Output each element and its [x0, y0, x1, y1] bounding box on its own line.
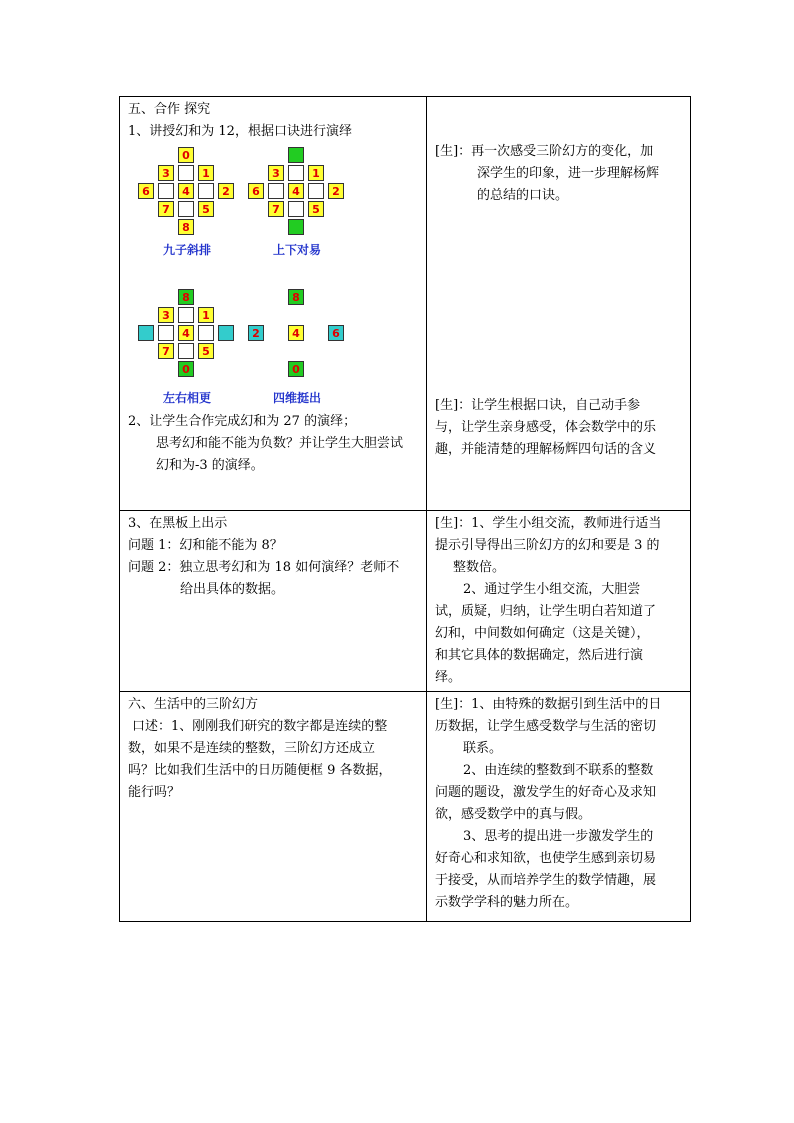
- question-text: 给出具体的数据。: [180, 582, 285, 597]
- oral-text: 能行吗？: [128, 785, 181, 800]
- comment-text: 联系。: [463, 741, 503, 756]
- square-cell: 1: [308, 165, 324, 181]
- comment-text: [生]：1、学生小组交流，教师进行适当: [435, 516, 662, 531]
- comment-text: 幻和，中间数如何确定（这是关键），: [435, 626, 650, 641]
- square-cell: 6: [138, 183, 154, 199]
- comment-text: 和其它具体的数据确定，然后进行演: [435, 648, 644, 663]
- square-cell: [308, 183, 324, 199]
- square-cell: 5: [198, 201, 214, 217]
- square-cell: [198, 183, 214, 199]
- comment-text: 好奇心和求知欲，也使学生感到亲切易: [435, 851, 657, 866]
- row3-left-cell: [120, 692, 427, 922]
- item-text: 幻和为-3 的演绎。: [156, 458, 264, 473]
- comment-text: 问题的题设，激发学生的好奇心及求知: [435, 785, 657, 800]
- comment-text: 历数据，让学生感受数学与生活的密切: [435, 719, 657, 734]
- square-cell: 7: [158, 201, 174, 217]
- figure-caption: 左右相更: [162, 391, 211, 405]
- square-cell: [288, 201, 304, 217]
- row1-left-cell: [120, 97, 427, 511]
- row3-right-cell: [427, 692, 691, 922]
- comment-text: 试，质疑，归纳，让学生明白若知道了: [435, 604, 657, 619]
- square-cell: 0: [178, 147, 194, 163]
- square-cell: 7: [158, 343, 174, 359]
- square-cell: [178, 343, 194, 359]
- square-cell: [268, 183, 284, 199]
- comment-text: 深学生的印象，进一步理解杨辉: [477, 166, 660, 181]
- square-cell: 1: [198, 307, 214, 323]
- square-cell: 2: [328, 183, 344, 199]
- square-cell: 4: [288, 183, 304, 199]
- square-cell: 5: [198, 343, 214, 359]
- square-cell: 0: [178, 361, 194, 377]
- table-row: [120, 97, 691, 511]
- square-cell: [288, 165, 304, 181]
- square-cell: [178, 201, 194, 217]
- square-cell: 2: [218, 183, 234, 199]
- question-text: 问题 2：独立思考幻和为 18 如何演绎？老师不: [128, 560, 400, 575]
- magic-square-figures: [128, 143, 418, 411]
- square-cell: [288, 219, 304, 235]
- row2-left-cell: [120, 511, 427, 692]
- comment-text: [生]：让学生根据口诀，自己动手参: [435, 398, 641, 413]
- row1-right-cell: [427, 97, 691, 511]
- magic-square-figure-4: [242, 289, 352, 399]
- comment-text: 欲，感受数学中的真与假。: [435, 807, 592, 822]
- square-cell: 8: [178, 219, 194, 235]
- item-text: 思考幻和能不能为负数？并让学生大胆尝试: [156, 436, 404, 451]
- comment-text: 整数倍。: [453, 560, 506, 575]
- table-row: [120, 511, 691, 692]
- square-cell: 6: [328, 325, 344, 341]
- square-cell: [178, 307, 194, 323]
- square-cell: 1: [198, 165, 214, 181]
- square-cell: 5: [308, 201, 324, 217]
- magic-square-figure-3: [132, 289, 242, 399]
- square-cell: 2: [248, 325, 264, 341]
- square-cell: [218, 325, 234, 341]
- figure-caption: 四维挺出: [272, 391, 321, 405]
- item-text: 2、让学生合作完成幻和为 27 的演绎；: [128, 414, 357, 429]
- comment-text: 的总结的口诀。: [477, 188, 569, 203]
- comment-text: 2、由连续的整数到不联系的整数: [463, 763, 654, 778]
- comment-text: 3、思考的提出进一步激发学生的: [463, 829, 654, 844]
- comment-text: 2、通过学生小组交流，大胆尝: [463, 582, 641, 597]
- square-cell: 6: [248, 183, 264, 199]
- comment-text: 提示引导得出三阶幻方的幻和要是 3 的: [435, 538, 660, 553]
- square-cell: 0: [288, 361, 304, 377]
- figure-caption: 九子斜排: [162, 243, 211, 257]
- comment-text: [生]：再一次感受三阶幻方的变化，加: [435, 144, 654, 159]
- oral-text: 口述：1、刚刚我们研究的数字都是连续的整: [132, 719, 388, 734]
- section-heading: 3、在黑板上出示: [128, 516, 228, 531]
- oral-text: 数，如果不是连续的整数，三阶幻方还成立: [128, 741, 376, 756]
- question-text: 问题 1：幻和能不能为 8？: [128, 538, 283, 553]
- section-heading: 五、合作 探究: [128, 102, 211, 117]
- comment-text: 与，让学生亲身感受，体会数学中的乐: [435, 420, 657, 435]
- figure-caption: 上下对易: [272, 243, 321, 257]
- comment-text: [生]：1、由特殊的数据引到生活中的日: [435, 697, 662, 712]
- oral-text: 吗？比如我们生活中的日历随便框 9 各数据，: [128, 763, 392, 778]
- square-cell: 3: [268, 165, 284, 181]
- square-cell: 3: [158, 307, 174, 323]
- square-cell: [288, 147, 304, 163]
- square-cell: 8: [178, 289, 194, 305]
- section-heading: 六、生活中的三阶幻方: [128, 697, 259, 712]
- square-cell: [158, 183, 174, 199]
- square-cell: [198, 325, 214, 341]
- square-cell: 4: [178, 183, 194, 199]
- comment-text: 趣，并能清楚的理解杨辉四句话的含义: [435, 442, 657, 457]
- comment-text: 绎。: [435, 670, 462, 685]
- square-cell: 3: [158, 165, 174, 181]
- comment-text: 于接受，从而培养学生的数学情趣，展: [435, 873, 657, 888]
- table-row: [120, 692, 691, 922]
- square-cell: [158, 325, 174, 341]
- lesson-table: [119, 96, 691, 922]
- square-cell: 7: [268, 201, 284, 217]
- comment-text: 示数学学科的魅力所在。: [435, 895, 579, 910]
- item-text: 1、讲授幻和为 12，根据口诀进行演绎: [128, 124, 352, 139]
- square-cell: 4: [288, 325, 304, 341]
- square-cell: [178, 165, 194, 181]
- square-cell: 4: [178, 325, 194, 341]
- square-cell: 8: [288, 289, 304, 305]
- square-cell: [138, 325, 154, 341]
- row2-right-cell: [427, 511, 691, 692]
